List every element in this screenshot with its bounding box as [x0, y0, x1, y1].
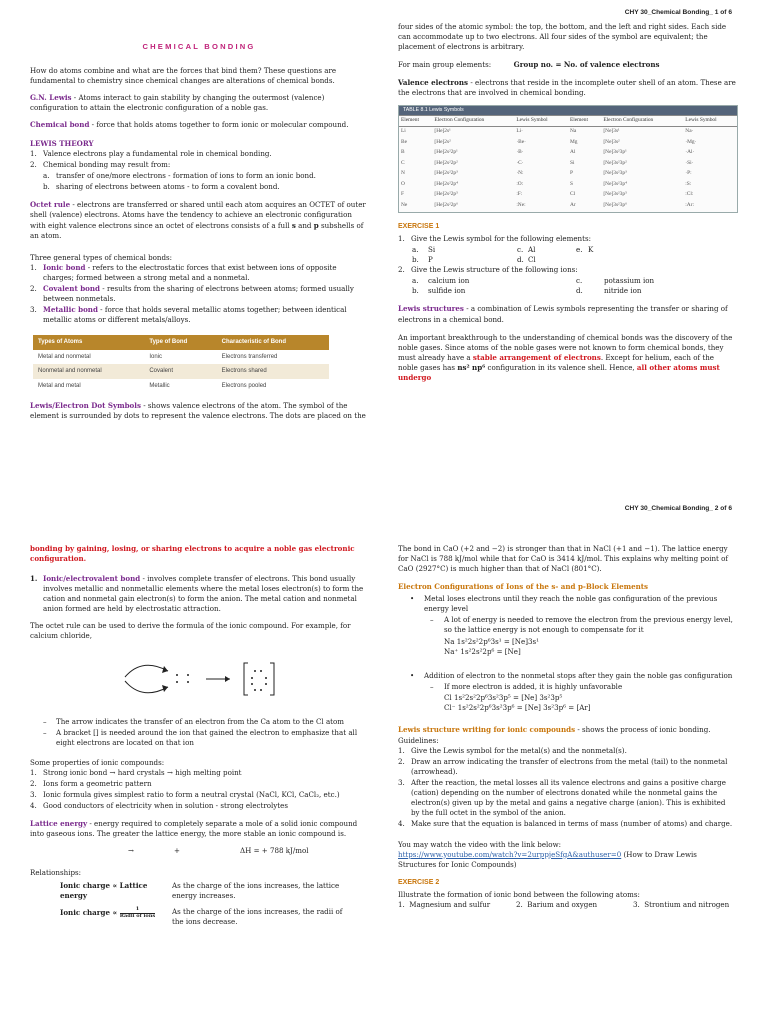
option-text: potassium ion [604, 276, 655, 286]
na-config [398, 637, 736, 647]
option-text: sulfide ion [428, 286, 466, 296]
table-cell: ·Be· [516, 138, 526, 145]
option-label: b. [412, 286, 419, 296]
option-text: Cl [528, 255, 536, 265]
option-label: d. [517, 255, 524, 265]
table-cell: ·N: [516, 170, 524, 177]
list-item: – The arrow indicates the transfer of an electron from the Ca atom to the Cl atom [43, 716, 345, 726]
table-cell: Nonmetal and nonmetal [33, 364, 144, 379]
dot-symbols-text: - shows valence electrons of the atom. The symbol of the element is surrounded by dots to represent the valence electrons. The dots are placed on the [30, 401, 366, 421]
list-item-text: Valence electrons play a fundamental role in chemical bonding. [43, 149, 272, 159]
na-plus-config [398, 647, 736, 657]
video-intro: You may watch the video with the link below: [398, 839, 562, 849]
formula-left: Ionic charge ∝ [60, 908, 118, 918]
noble-text: An important breakthrough to the understanding of chemical bonds was the discovery of the noble gases. Since atoms of the noble gases were not known to form chemical bonds, they must already have a [398, 332, 733, 362]
electron-config-heading: Electron Configurations of Ions of the s- and p-Block Elements [398, 582, 649, 592]
bond-types-table [33, 335, 329, 393]
table-cell: [He]2s²2p⁴ [434, 180, 458, 187]
table-cell: Mg [569, 138, 578, 145]
arrowhead [162, 666, 168, 673]
table-cell: Metal and metal [38, 382, 81, 389]
exercise-1-heading: EXERCISE 1 [398, 223, 440, 231]
dot-symbols-definition [30, 401, 368, 421]
option-text: K [588, 245, 594, 255]
ionic-bond-item [30, 574, 368, 614]
table-cell: Electrons pooled [221, 382, 267, 389]
p-subshell: p [313, 220, 319, 230]
ionic-bond-term: Ionic/electrovalent bond [43, 574, 141, 584]
noble-text: configuration in its valence shell. Hence, [485, 362, 637, 372]
table-row [33, 350, 329, 365]
lewis-text: - Atoms interact to gain stability by changing the outermost (valence) configuration to attain the electronic configuration of a noble gas. [30, 92, 325, 112]
list-item: – A bracket [] is needed around the ion that gained the electron to emphasize that all eight electrons are located on that ion [43, 727, 358, 747]
table-cell: O [401, 180, 405, 187]
table-cell: P [569, 170, 573, 177]
equation-enthalpy: ΔH = + 788 kJ/mol [240, 846, 309, 856]
table-header: Lewis Symbol [514, 116, 568, 127]
table-cell: [Ne]3s² [603, 138, 620, 145]
lewis-definition [30, 93, 368, 113]
relationship-row [30, 907, 368, 927]
cao-paragraph: The bond in CaO (+2 and −2) is stronger than that in NaCl (+1 and −1). The lattice energy for NaCl is 788 kJ/mol while that for CaO is 3414 kJ/mol. This explains why melting point of CaO (2927°C) is much higher than that of NaCl (801°C). [398, 544, 729, 574]
exercise-question: Give the Lewis structure of the following ions: [411, 265, 578, 275]
table-row [399, 190, 737, 200]
equation-arrow: → [128, 846, 134, 856]
option-text: Al [528, 245, 536, 255]
list-item: – A lot of energy is needed to remove the electron from the previous energy level, so the lattice energy is not enough to compensate for it [430, 615, 733, 635]
noble-config: ns² np⁶ [457, 362, 486, 372]
option-label: d. [576, 286, 583, 296]
electron-dot [176, 681, 178, 683]
table-cell: ·B· [516, 149, 524, 156]
relationships-heading: Relationships: [30, 868, 82, 878]
ionic-bond-text: - refers to the electrostatic forces that exist between ions of opposite charges; formed between a strong metal and a nonmetal. [43, 262, 337, 282]
list-item: 1. Valence electrons play a fundamental role in chemical bonding. [30, 149, 272, 159]
list-item: 1. Give the Lewis symbol for the following elements: [398, 234, 591, 244]
table-cell: :S: [685, 180, 692, 187]
table-cell: ·Si· [685, 159, 694, 166]
list-item: 2. Chemical bonding may result from: [30, 160, 171, 170]
table-row [399, 138, 737, 148]
table-header: Electron Configuration [601, 116, 683, 127]
table-cell: :O: [516, 180, 524, 187]
table-cell: Si [569, 159, 575, 166]
table-header: Element [399, 116, 432, 127]
lewis-theory-heading: LEWIS THEORY [30, 139, 94, 149]
guidelines-heading: Guidelines: [398, 735, 439, 745]
table-header: Lewis Symbol [683, 116, 737, 127]
list-item: b. sharing of electrons between atoms - to form a covalent bond. [43, 182, 280, 192]
table-cell: :Ar: [685, 201, 694, 208]
lewis-table-body [399, 115, 737, 210]
lattice-equation [30, 846, 368, 858]
stable-arrangement: stable arrangement of electrons [472, 352, 601, 362]
electron-dot [260, 689, 262, 691]
table-cell: Cl [569, 191, 576, 198]
lattice-energy-text: - energy required to completely separate a mole of a solid ionic compound into gaseous ions. The greater the lattice energy, the more stable an ionic compound is. [30, 819, 358, 839]
relationship-description: As the charge of the ions increases, the radii of the ions decrease. [172, 907, 343, 927]
table-cell: [Ne]3s¹ [603, 128, 620, 135]
table-cell: C [401, 159, 405, 166]
table-cell: :F: [516, 191, 523, 198]
table-cell: [He]2s²2p⁵ [434, 191, 458, 198]
octet-text: - electrons are transferred or shared until each atom acquires an OCTET of outer shell (valence) electrons. Atoms have the tendency to achieve an electronic configuration with eight valence electrons since an octet of electrons consists of a full [30, 200, 366, 230]
table-cell: Metal and nonmetal [38, 353, 91, 360]
table-cell: Metallic [149, 382, 170, 389]
electron-dot [251, 677, 253, 679]
s-subshell: s [291, 220, 296, 230]
table-cell: [Ne]3s²3p⁴ [603, 180, 627, 187]
list-item: 1. Give the Lewis symbol for the metal(s) and the nonmetal(s). [398, 746, 627, 755]
relationship-formula: Ionic charge ∝ Lattice energy [60, 881, 148, 901]
table-header: Type of Bond [144, 335, 216, 350]
cl-minus-config [398, 703, 736, 713]
video-caption: (How to Draw Lewis Structures for Ionic Compounds) [398, 849, 697, 869]
cl-configuration: Cl 1s²2s²2p⁶3s²3p⁵ = [Ne] 3s²3p⁵ [444, 692, 563, 702]
exercise-2-text: Illustrate the formation of ionic bond between the following atoms: [398, 889, 640, 899]
list-item: 3. Ionic formula gives simplest ratio to form a neutral crystal (NaCl, KCl, CaCl₂, etc.) [30, 789, 340, 799]
fraction-numerator: 1 [120, 907, 155, 914]
table-cell: :Cl: [685, 191, 694, 198]
list-item-text: Ions form a geometric pattern [43, 778, 152, 788]
table-header: Element [568, 116, 601, 127]
exercise-2-items [398, 900, 736, 912]
table-row [399, 127, 737, 138]
exercise-item-text: Strontium and nitrogen [644, 899, 730, 909]
list-item: 1. Strong ionic bond → hard crystals → high melting point [30, 767, 242, 777]
electron-dot [260, 670, 262, 672]
transfer-arrow-bottom [125, 681, 168, 693]
page-header: CHY 30_Chemical Bonding_ 2 of 6 [624, 505, 732, 512]
lewis-structures-term: Lewis structures [398, 304, 464, 314]
option-text: Si [428, 245, 436, 255]
table-row [399, 179, 737, 189]
table-cell: Li [401, 128, 406, 135]
table-cell: B [401, 149, 405, 156]
electron-dot [187, 674, 189, 676]
ionic-bond-term: Ionic bond [43, 262, 86, 272]
table-row [33, 379, 329, 394]
guidelines-list [398, 746, 736, 830]
exercise-item-text: Magnesium and sulfur [409, 899, 491, 909]
lewis-theory-list [30, 149, 368, 192]
equation-plus: + [174, 846, 180, 856]
list-item: 2. Give the Lewis structure of the following ions: [398, 265, 578, 275]
table-cell: Be [401, 138, 407, 145]
table-cell: Na [569, 128, 577, 135]
list-item-text: Strong ionic bond → hard crystals → high melting point [43, 767, 242, 777]
metallic-bond-text: - force that holds several metallic atoms together; between identical metallic atoms or different metals/alloys. [43, 304, 347, 325]
noble-gas-paragraph [398, 333, 736, 383]
octet-rule-term: Octet rule [30, 200, 71, 210]
right-bracket [270, 663, 274, 695]
table-row [33, 364, 329, 379]
main-group-rule [398, 60, 736, 70]
option-text: calcium ion [428, 276, 470, 286]
option-label: a. [412, 276, 419, 286]
covalent-bond-term: Covalent bond [43, 283, 101, 293]
table-cell: [Ne]3s²3p⁶ [603, 201, 627, 208]
list-item-text: A lot of energy is needed to remove the electron from the previous energy level, so the lattice energy is not enough to compensate for it [444, 615, 733, 635]
relationship-description: As the charge of the ions increases, the lattice energy increases. [172, 881, 340, 901]
arrowhead [162, 685, 168, 692]
cacl2-lewis-diagram [30, 649, 368, 709]
octet-rule-definition [30, 200, 368, 240]
main-group-formula: Group no. = No. of valence electrons [513, 60, 660, 70]
arrow-notes [30, 717, 368, 748]
continued-paragraph: four sides of the atomic symbol: the top, the bottom, and the left and right sides. Each side can accommodate up to two electrons. All four sides of the symbol are equivalent; the placement of electrons is arbitrary. [398, 22, 727, 52]
exercise-item: 2. Barium and oxygen [516, 899, 598, 909]
exercise-item: 1. Magnesium and sulfur [398, 899, 491, 909]
page-2 [0, 500, 768, 1000]
table-cell: Ne [401, 201, 408, 208]
exercise-1-ions [398, 276, 736, 298]
list-item-text: Make sure that the equation is balanced in terms of mass (number of atoms) and charge. [411, 819, 733, 829]
table-row [399, 148, 737, 158]
video-link[interactable]: https://www.youtube.com/watch?v=2urppjeSfgA&authuser=0 [398, 849, 622, 859]
table-cell: ·P: [685, 170, 692, 177]
list-item-text: A bracket [] is needed around the ion that gained the electron to emphasize that all eight electrons are located on that ion [56, 727, 358, 747]
list-item-text: Ionic formula gives simplest ratio to form a neutral crystal (NaCl, KCl, CaCl₂, etc.) [43, 789, 340, 799]
list-item-text: The arrow indicates the transfer of an electron from the Ca atom to the Cl atom [56, 716, 345, 726]
valence-text: - electrons that reside in the incomplete outer shell of an atom. These are the electrons that are involved in chemical bonding. [398, 78, 736, 98]
cl-config [398, 693, 736, 703]
lewis-name: G.N. Lewis [30, 92, 72, 102]
list-item: 2. Covalent bond - results from the sharing of electrons between atoms; formed usually between nonmetals. [30, 283, 354, 303]
video-line [398, 850, 736, 870]
noble-emphasis: all other atoms must undergo [398, 362, 720, 382]
left-column [30, 544, 368, 933]
list-item: 3. Metallic bond - force that holds several metallic atoms together; between identical metallic atoms or different metals/alloys. [30, 304, 347, 325]
electron-dot [176, 674, 178, 676]
list-item: 4. Good conductors of electricity when in solution - strong electrolytes [30, 800, 288, 810]
list-item-text: Chemical bonding may result from: [43, 160, 171, 170]
electron-dot [254, 689, 256, 691]
dot-symbols-term: Lewis/Electron Dot Symbols [30, 401, 141, 411]
lewis-table-caption: TABLE 8.1 Lewis Symbols [399, 106, 737, 115]
list-item: 4. Make sure that the equation is balanced in terms of mass (number of atoms) and charge. [398, 819, 733, 829]
table-row [399, 200, 737, 210]
table-cell: [He]2s²2p² [434, 159, 458, 166]
table-cell: [He]2s²2p³ [434, 170, 458, 177]
table-row [399, 158, 737, 168]
lewis-writing-text: - shows the process of ionic bonding. [575, 724, 711, 734]
table-cell: [Ne]3s²3p⁵ [603, 191, 627, 198]
left-bracket [244, 663, 248, 695]
right-column [398, 22, 736, 390]
continued-red-text: bonding by gaining, losing, or sharing electrons to acquire a noble gas electronic configuration. [30, 544, 355, 564]
table-cell: Covalent [144, 364, 216, 379]
table-row [399, 169, 737, 179]
list-item: 2. Draw an arrow indicating the transfer of electrons from the metal (tail) to the nonmetal (arrowhead). [398, 757, 728, 777]
covalent-bond-text: - results from the sharing of electrons between atoms; formed usually between nonmetals. [43, 283, 354, 303]
valence-definition [398, 78, 736, 98]
table-cell: [He]2s²2p⁶ [434, 201, 458, 208]
option-text: P [428, 255, 433, 265]
chemical-bond-term: Chemical bond [30, 120, 90, 130]
noble-text: . Except for helium, each of the noble gases has [398, 352, 714, 372]
table-cell: S [569, 180, 573, 187]
na-plus-configuration: Na⁺ 1s²2s²2p⁶ = [Ne] [444, 646, 521, 656]
table-cell: [Ne]3s²3p³ [603, 170, 627, 177]
list-item: • Addition of electron to the nonmetal stops after they gain the noble gas configuration [410, 670, 733, 680]
table-header: Types of Atoms [33, 335, 144, 350]
table-cell: F [401, 191, 404, 198]
table-cell: Electrons transferred [221, 353, 278, 360]
exercise-2-heading: EXERCISE 2 [398, 878, 440, 886]
list-item: • Metal loses electrons until they reach the noble gas configuration of the previous energy level [410, 594, 718, 614]
lewis-writing-definition [398, 725, 736, 735]
list-item-text: transfer of one/more electrons - formation of ions to form an ionic bond. [56, 171, 316, 181]
option-label: c. [576, 276, 583, 286]
table-cell: [He]2s² [434, 138, 451, 145]
electron-transfer-diagram [30, 649, 368, 709]
table-cell: Li· [516, 128, 523, 135]
table-cell: [He]2s¹ [434, 128, 451, 135]
octet-text-end: subshells of an atom. [30, 220, 364, 240]
exercise-item: 3. Strontium and nitrogen [633, 899, 730, 909]
table-header-row [399, 116, 737, 127]
electron-dot [265, 677, 267, 679]
properties-list [30, 768, 368, 811]
list-item-text: Draw an arrow indicating the transfer of electrons from the metal (tail) to the nonmetal (arrowhead). [411, 757, 728, 777]
list-item-text: Good conductors of electricity when in solution - strong electrolytes [43, 800, 288, 810]
fraction [120, 907, 155, 919]
transfer-arrow-top [125, 665, 168, 677]
list-item: a. transfer of one/more electrons - formation of ions to form an ionic bond. [43, 171, 316, 181]
item-number: 1. [30, 574, 38, 584]
option-label: c. [517, 245, 524, 255]
table-cell: N [401, 170, 405, 177]
page-1 [0, 0, 768, 500]
main-group-label: For main group elements: [398, 60, 492, 70]
chemical-bond-text: - force that holds atoms together to form ionic or molecular compound. [89, 120, 349, 130]
lewis-structures-text: - a combination of Lewis symbols representing the transfer or sharing of electrons in a chemical bond. [398, 304, 728, 324]
exercise-item-text: Barium and oxygen [527, 899, 598, 909]
table-cell: [Ne]3s²3p² [603, 159, 627, 166]
table-cell: ·Al· [685, 149, 695, 156]
arrowhead [225, 676, 230, 682]
electron-dot [265, 683, 267, 685]
bond-types-list [30, 263, 368, 325]
lattice-energy-definition [30, 819, 368, 839]
list-item-text: sharing of electrons between atoms - to form a covalent bond. [56, 182, 280, 192]
na-configuration: Na 1s²2s²2p⁶3s¹ = [Ne]3s¹ [444, 636, 539, 646]
list-item-text: If more electron is added, it is highly unfavorable [444, 681, 623, 691]
metallic-bond-term: Metallic bond [43, 304, 98, 314]
table-header-row [33, 335, 329, 350]
list-item-text: Addition of electron to the nonmetal stops after they gain the noble gas configuration [424, 670, 733, 680]
list-item: 2. Ions form a geometric pattern [30, 778, 152, 788]
exercise-question: Give the Lewis symbol for the following elements: [411, 234, 591, 244]
table-cell: Ionic [149, 353, 163, 360]
intro-paragraph: How do atoms combine and what are the forces that bind them? These questions are fundamental to chemistry since chemical changes are alterations of chemical bonds. [30, 65, 337, 85]
octet-rule-usage: The octet rule can be used to derive the formula of the ionic compound. For example, for calcium chloride, [30, 621, 351, 641]
three-types-intro: Three general types of chemical bonds: [30, 252, 173, 262]
lewis-writing-term: Lewis structure writing for ionic compounds [398, 724, 576, 734]
table-cell: [He]2s²2p¹ [434, 149, 458, 156]
chemical-bond-definition [30, 120, 368, 130]
table-cell: Ar [569, 201, 576, 208]
option-label: b. [412, 255, 419, 265]
list-item-text: Metal loses electrons until they reach the noble gas configuration of the previous energy level [424, 594, 718, 614]
table-cell: Electrons shared [217, 364, 329, 379]
lattice-energy-term: Lattice energy [30, 819, 88, 828]
table-cell: Na· [685, 128, 694, 135]
fraction-denominator: Radii of ions [119, 912, 156, 919]
and-text: and [295, 220, 314, 230]
valence-term: Valence electrons [398, 78, 469, 88]
page-header: CHY 30_Chemical Bonding_ 1 of 6 [624, 9, 732, 16]
list-item: 1. Ionic bond - refers to the electrostatic forces that exist between ions of opposite charges; formed between a strong metal and a nonmetal. [30, 262, 337, 282]
option-label: a. [412, 245, 419, 255]
lewis-structures-definition [398, 304, 736, 324]
properties-heading: Some properties of ionic compounds: [30, 757, 165, 767]
relationship-row [30, 881, 368, 901]
left-column [30, 42, 368, 428]
list-item: – If more electron is added, it is highly unfavorable [430, 681, 623, 691]
table-cell: ·C· [516, 159, 524, 166]
right-column [398, 544, 736, 912]
table-cell: ·Mg· [685, 138, 697, 145]
option-text: nitride ion [604, 286, 642, 296]
lewis-symbols-table [398, 105, 738, 213]
ionic-bond-text: - involves complete transfer of electrons. This bond usually involves metallic and nonmetallic elements where the metal loses electron(s) to form the cation and nonmetal gain electron(s) to form the anion. The metal cation and nonmetal anion formed are held by electrostatic attraction. [43, 574, 364, 614]
table-cell: :Ne: [516, 201, 526, 208]
table-header: Characteristic of Bond [217, 335, 329, 350]
electron-dot [187, 681, 189, 683]
electron-dot [251, 683, 253, 685]
document-title: CHEMICAL BONDING [142, 42, 256, 51]
table-header: Electron Configuration [432, 116, 514, 127]
electron-dot [254, 670, 256, 672]
cl-minus-configuration: Cl⁻ 1s²2s²2p⁶3s²3p⁶ = [Ne] 3s²3p⁶ = [Ar] [444, 702, 591, 712]
table-cell: [Ne]3s²3p¹ [603, 149, 627, 156]
list-item-text: After the reaction, the metal losses all its valence electrons and gains a positive charge (cation) depending on the number of electrons donated while the nonmetal gains the electron(s) given up by the metal and gains a negative charge (anion). This is exhibited by the full octet in the symbol of the anion. [411, 778, 726, 818]
list-item-text: Give the Lewis symbol for the metal(s) and the nonmetal(s). [411, 746, 627, 755]
list-item: 3. After the reaction, the metal losses all its valence electrons and gains a positive charge (cation) depending on the number of electrons donated while the nonmetal gains the electron(s) given up by the metal and gains a negative charge (anion). This is exhibited by the full octet in the symbol of the anion. [398, 778, 726, 818]
exercise-1-options [398, 245, 736, 265]
option-label: e. [576, 245, 583, 255]
relationship-formula [30, 907, 172, 927]
table-cell: Al [569, 149, 576, 156]
